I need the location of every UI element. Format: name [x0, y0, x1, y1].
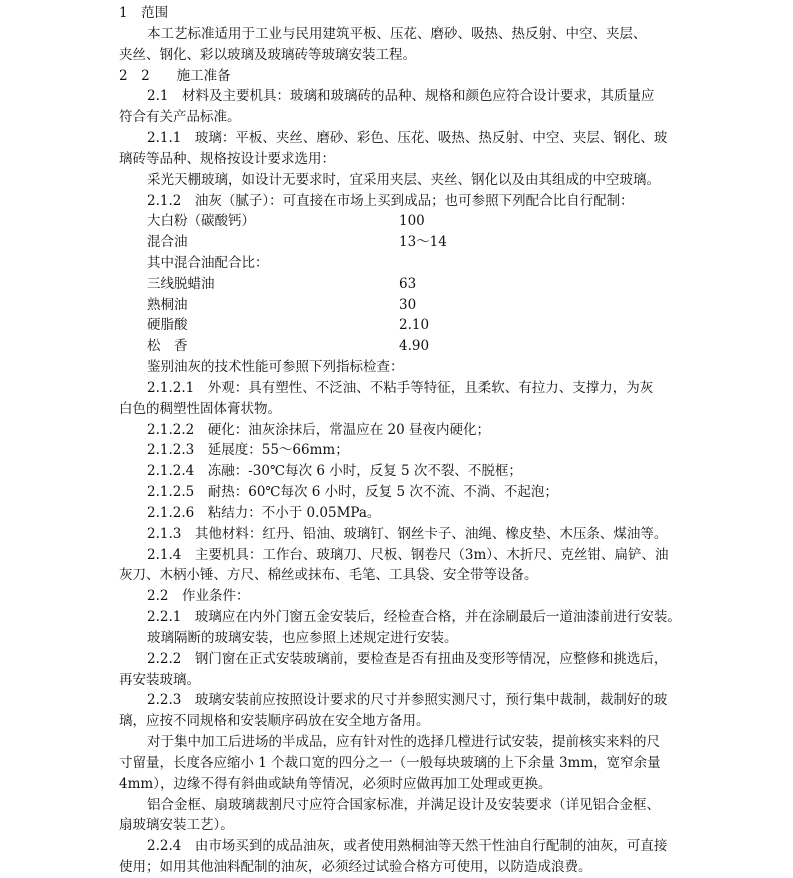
- paragraph-line: 2.1.1 玻璃：平板、夹丝、磨砂、彩色、压花、吸热、热反射、中空、夹层、钢化、玻: [147, 130, 668, 146]
- table-cell-name: 松 香: [147, 338, 188, 355]
- paragraph-line: 璃砖等品种、规格按设计要求选用：: [119, 150, 335, 167]
- table-cell-name: 硬脂酸: [147, 317, 188, 334]
- table-cell-value: 13～14: [399, 234, 447, 251]
- table-cell-name: 混合油: [147, 234, 188, 251]
- table-cell-value: 30: [399, 296, 417, 313]
- table-row: [0, 335, 793, 357]
- table-row: [0, 231, 793, 253]
- table-cell-name: 大白粉（碳酸钙）: [147, 213, 255, 230]
- paragraph-line: 2.1.2.6 粘结力：不小于 0.05MPa。: [147, 504, 381, 521]
- paragraph-line: 夹丝、钢化、彩以玻璃及玻璃砖等玻璃安装工程。: [119, 46, 416, 63]
- table-cell-value: 4.90: [399, 338, 430, 355]
- paragraph-line: 2.1.2.3 延展度：55～66mm；: [147, 442, 349, 459]
- paragraph-line: 2.2 作业条件：: [147, 588, 250, 605]
- paragraph-line: 玻璃隔断的玻璃安装，也应参照上述规定进行安装。: [147, 629, 458, 646]
- table-cell-value: 100: [399, 213, 425, 230]
- paragraph-line: 白色的稠塑性固体膏状物。: [119, 400, 281, 417]
- paragraph-line: 扇玻璃安装工艺）。: [119, 817, 234, 834]
- section-heading-1: 1 范围: [119, 5, 169, 21]
- table-cell-value: 2.10: [399, 317, 430, 334]
- paragraph-line: 2.2.2 钢门窗在正式安装玻璃前，要检查是否有扭曲及变形等情况，应整修和挑选后，: [147, 650, 668, 667]
- paragraph-line: 本工艺标准适用于工业与民用建筑平板、压花、磨砂、吸热、热反射、中空、夹层、: [147, 25, 647, 42]
- paragraph-line: 2.1 材料及主要机具：玻璃和玻璃砖的品种、规格和颜色应符合设计要求，其质量应: [147, 88, 655, 105]
- paragraph-line: 2.1.2.4 冻融：-30℃每次 6 小时，反复 5 次不裂、不脱框；: [147, 463, 522, 480]
- paragraph-line: 符合有关产品标准。: [119, 109, 241, 126]
- paragraph-line: 再安装玻璃。: [119, 671, 200, 688]
- table-row: [0, 273, 793, 295]
- paragraph-line: 2.1.2.5 耐热：60℃每次 6 小时，反复 5 次不流、不淌、不起泡；: [147, 484, 558, 501]
- paragraph-line: 灰刀、木柄小锤、方尺、棉丝或抹布、毛笔、工具袋、安全带等设备。: [119, 567, 538, 584]
- paragraph-line: 其中混合油配合比：: [147, 255, 269, 271]
- paragraph-line: 寸留量，长度各应缩小 1 个裁口宽的四分之一（一般每块玻璃的上下余量 3mm，宽窄余量: [119, 754, 661, 771]
- paragraph-line: 铝合金框、扇玻璃裁割尺寸应符合国家标准，并满足设计及安装要求（详见铝合金框、: [147, 796, 660, 813]
- paragraph-line: 鉴别油灰的技术性能可参照下列指标检查：: [147, 359, 404, 376]
- paragraph-line: 使用；如用其他油料配制的油灰，必须经过试验合格方可使用，以防造成浪费。: [119, 859, 592, 875]
- paragraph-line: 璃，应按不同规格和安装顺序码放在安全地方备用。: [119, 713, 430, 730]
- paragraph-line: 2.1.3 其他材料：红丹、铅油、玻璃钉、钢丝卡子、油绳、橡皮垫、木压条、煤油等。: [147, 525, 668, 542]
- table-row: [0, 294, 793, 316]
- table-cell-name: 三线脱蜡油: [147, 275, 215, 292]
- paragraph-line: 2.1.2.2 硬化：油灰涂抹后，常温应在 20 昼夜内硬化；: [147, 421, 490, 438]
- paragraph-line: 采光天棚玻璃，如设计无要求时，宜采用夹层、夹丝、钢化以及由其组成的中空玻璃。: [147, 171, 660, 188]
- paragraph-line: 2.1.2.1 外观：具有塑性、不泛油、不粘手等特征，且柔软、有拉力、支撑力，为灰: [147, 379, 654, 396]
- paragraph-line: 2.1.2 油灰（腻子）：可直接在市场上买到成品；也可参照下列配合比自行配制：: [147, 192, 634, 209]
- table-row: [0, 314, 793, 336]
- paragraph-line: 对于集中加工后进场的半成品，应有针对性的选择几樘进行试安装，提前核实来料的尺: [147, 734, 660, 750]
- section-heading-2: 2 2 施工准备: [119, 67, 231, 84]
- paragraph-line: 2.2.3 玻璃安装前应按照设计要求的尺寸并参照实测尺寸，预行集中裁制，裁制好的玻: [147, 692, 668, 709]
- paragraph-line: 2.2.1 玻璃应在内外门窗五金安装后，经检查合格，并在涂刷最后一道油漆前进行安装。: [147, 609, 681, 625]
- table-cell-name: 熟桐油: [147, 296, 188, 313]
- paragraph-line: 2.1.4 主要机具：工作台、玻璃刀、尺板、钢卷尺（3m）、木折尺、克丝钳、扁铲、油: [147, 546, 669, 563]
- paragraph-line: 4mm），边缘不得有斜曲或缺角等情况，必须时应做再加工处理或更换。: [119, 775, 552, 792]
- paragraph-line: 2.2.4 由市场买到的成品油灰，或者使用熟桐油等天然干性油自行配制的油灰，可直接: [147, 838, 668, 855]
- table-row: [0, 210, 793, 232]
- table-cell-value: 63: [399, 275, 417, 292]
